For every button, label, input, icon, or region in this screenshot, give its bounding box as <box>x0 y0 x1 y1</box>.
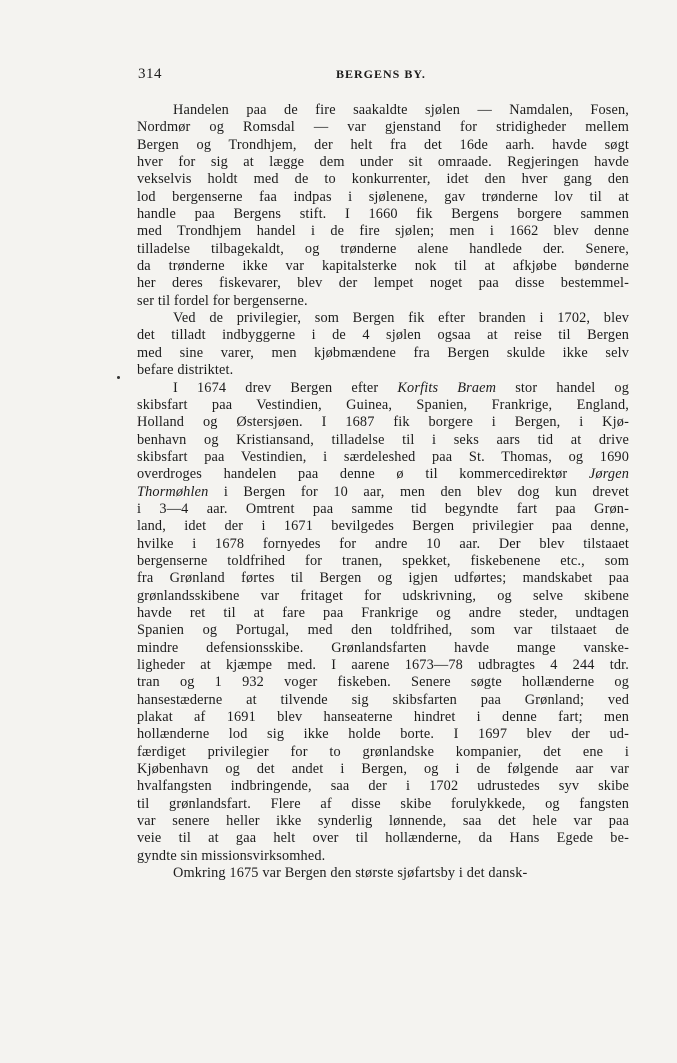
text-line: ser til fordel for bergenserne. <box>137 292 308 309</box>
text-line: benhavn og Kristiansand, tilladelse til i seks aars tid at drive <box>137 431 629 448</box>
text-line: Thormøhlen i Bergen for 10 aar, men den blev dog kun drevet <box>137 483 629 500</box>
text-line: befare distriktet. <box>137 362 234 379</box>
text-line: I 1674 drev Bergen efter Korfits Braem stor handel og <box>173 379 629 396</box>
text-line: hvilke i 1678 fornyedes for andre 10 aar. Der blev tilstaaet <box>137 535 629 552</box>
text-line: med sine varer, men kjøbmændene fra Bergen skulde ikke selv <box>137 344 629 361</box>
text-line: skibsfart paa Vestindien, i særdeleshed paa St. Thomas, og 1690 <box>137 448 629 465</box>
text-line: var senere heller ikke synderlig lønnende, saa det hele var paa <box>137 813 629 830</box>
page-header <box>138 66 630 88</box>
text-line: vekselvis holdt med de to konkurrenter, idet den hver gang den <box>137 171 629 188</box>
text-line: bergenserne toldfrihed for tranen, spekket, fiskebenene etc., som <box>137 552 629 569</box>
text-line: Spanien og Portugal, med den toldfrihed, som var tilstaaet de <box>137 622 629 639</box>
text-line: da trønderne ikke var kapitalsterke nok til at afkjøbe bønderne <box>137 258 629 275</box>
text-line: Kjøbenhavn og det andet i Bergen, og i de følgende aar var <box>137 761 629 778</box>
text-line: plakat af 1691 blev hanseaterne hindret i denne fart; men <box>137 709 629 726</box>
text-line: tilladelse tilbagekaldt, og trønderne alene handlede der. Senere, <box>137 240 629 257</box>
text-line: veie til at gaa helt over til hollænderne, da Hans Egede be- <box>137 830 629 847</box>
text-line: i 3—4 aar. Omtrent paa samme tid begyndte fart paa Grøn- <box>137 500 629 517</box>
text-line: mindre defensionsskibe. Grønlandsfarten havde mange vanske- <box>137 639 629 656</box>
text-line: hansestæderne at tilvende sig skibsfarten paa Grønland; ved <box>137 691 629 708</box>
text-line: hver for sig at lægge dem under sit omraade. Regjeringen havde <box>137 154 629 171</box>
text-line: grønlandsskibene var fritaget for udskrivning, og selve skibene <box>137 587 629 604</box>
italic-name: Jørgen <box>588 466 629 483</box>
text-line: hollænderne lod sig ikke holde borte. I 1697 blev der ud- <box>137 726 629 743</box>
italic-name: Thormøhlen <box>137 483 209 500</box>
text-line: land, idet der i 1671 bevilgedes Bergen privilegier paa denne, <box>137 518 629 535</box>
text-line: havde ret til at fare paa Frankrige og andre steder, undtagen <box>137 604 629 621</box>
body-text <box>137 102 629 882</box>
text-line: til grønlandsfart. Flere af disse skibe forulykkede, og fangsten <box>137 795 629 812</box>
margin-mark <box>117 376 120 379</box>
text-line: Bergen og Trondhjem, der helt fra det 16de aarh. havde søgt <box>137 136 629 153</box>
text-line: Ved de privilegier, som Bergen fik efter branden i 1702, blev <box>173 310 629 327</box>
text-line: her deres fiskevarer, blev der lempet noget paa disse bestemmel- <box>137 275 629 292</box>
text-line: det tilladt indbyggerne i de 4 sjølen ogsaa at reise til Bergen <box>137 327 629 344</box>
text-line: færdiget privilegier for to grønlandske kompanier, det ene i <box>137 743 629 760</box>
text-line: hvalfangsten indbringende, saa der i 1702 udrustedes syv skibe <box>137 778 629 795</box>
text-line: lod bergenserne faa indpas i sjølenene, gav trønderne lov til at <box>137 188 629 205</box>
text-line: Handelen paa de fire saakaldte sjølen — Namdalen, Fosen, <box>173 102 629 118</box>
text-line: ligheder at kjæmpe med. I aarene 1673—78 udbragtes 4 244 tdr. <box>137 657 629 673</box>
text-line: tran og 1 932 voger fiskeben. Senere søgte hollænderne og <box>137 674 629 691</box>
page-number: 314 <box>138 66 162 82</box>
text-line: Holland og Østersjøen. I 1687 fik borgere i Bergen, i Kjø- <box>137 414 629 431</box>
text-line: fra Grønland førtes til Bergen og igjen udførtes; mandskabet paa <box>137 570 629 587</box>
text-line: Omkring 1675 var Bergen den største sjøfartsby i det dansk- <box>173 865 528 882</box>
text-line: overdroges handelen paa denne ø til kommercedirektør Jørgen <box>137 466 629 483</box>
text-line: Nordmør og Romsdal — var gjenstand for stridigheder mellem <box>137 119 629 136</box>
text-line: med Trondhjem handel i de fire sjølen; men i 1662 blev denne <box>137 223 629 240</box>
italic-name: Korfits Braem <box>397 379 497 396</box>
text-line: gyndte sin missionsvirksomhed. <box>137 847 326 864</box>
running-head: BERGENS BY. <box>336 67 426 81</box>
text-line: handle paa Bergens stift. I 1660 fik Bergens borgere sammen <box>137 206 629 223</box>
text-line: skibsfart paa Vestindien, Guinea, Spanien, Frankrige, England, <box>137 396 629 413</box>
